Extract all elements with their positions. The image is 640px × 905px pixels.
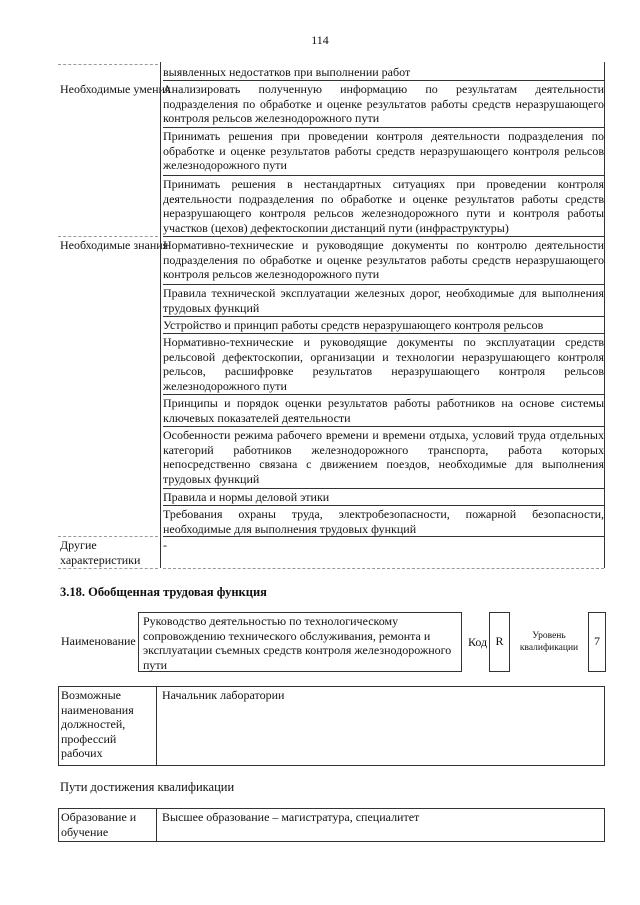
- row-divider: [163, 284, 604, 285]
- knowledge-item-8: Требования охраны труда, электробезопасности, пожарной безопасности, необходимые для выполнения трудовых функций: [163, 507, 604, 536]
- row-divider: [163, 536, 604, 537]
- page-number: 114: [311, 33, 329, 47]
- other-label: Другие характеристики: [60, 538, 141, 567]
- row-divider: [163, 175, 604, 176]
- knowledge-label: Необходимые знания: [60, 238, 169, 252]
- row-divider: [163, 426, 604, 427]
- row-divider: [163, 488, 604, 489]
- column-separator: [156, 686, 157, 766]
- knowledge-item-1: Нормативно-технические и руководящие документы по контролю деятельности подразделения по обработке и оценке результатов работы средств неразрушающего контроля рельсов железнодорожного пути: [163, 238, 604, 282]
- knowledge-item-3: Устройство и принцип работы средств неразрушающего контроля рельсов: [163, 318, 544, 332]
- row-divider-left: [58, 536, 158, 537]
- column-separator: [156, 808, 157, 842]
- row-divider: [163, 80, 604, 81]
- column-separator: [160, 62, 161, 568]
- knowledge-item-5: Принципы и порядок оценки результатов работы работников на основе системы ключевых показателей деятельности: [163, 396, 604, 425]
- table-right-border: [604, 62, 605, 568]
- code-label: Код: [468, 635, 488, 649]
- knowledge-item-7: Правила и нормы деловой этики: [163, 490, 330, 504]
- name-label: Наименование: [61, 634, 136, 648]
- row-divider: [163, 505, 604, 506]
- skills-item-3: Принимать решения в нестандартных ситуациях при проведении контроля деятельности подразделения по обработке и оценке результатов работы средств неразрушающего контроля рельсов железнодорожного пути и контроля работы участков (цехов) дефектоскопии дистанций пути (инфраструктуры): [163, 177, 604, 235]
- row-divider: [163, 127, 604, 128]
- table-bottom-line: [163, 568, 604, 569]
- row-divider: [163, 316, 604, 317]
- positions-value: Начальник лаборатории: [162, 688, 285, 702]
- education-value: Высшее образование – магистратура, специалитет: [162, 810, 420, 824]
- skills-label: Необходимые умения: [60, 82, 171, 96]
- knowledge-item-6: Особенности режима рабочего времени и времени отдыха, условий труда отдельных категорий работников железнодорожного транспорта, работа которых непосредственно связана с движением поездов, необходимые для выполнения трудовых функций: [163, 428, 604, 486]
- qualification-heading: Пути достижения квалификации: [60, 780, 235, 794]
- skills-item-1: Анализировать полученную информацию по результатам деятельности подразделения по обработке и оценке результатов работы средств неразрушающего контроля рельсов железнодорожного пути: [163, 82, 604, 126]
- code-value: R: [495, 634, 504, 648]
- skills-item-2: Принимать решения при проведении контроля деятельности подразделения по обработке и оценке результатов работы средств неразрушающего контроля рельсов железнодорожного пути: [163, 129, 604, 173]
- section-title: 3.18. Обобщенная трудовая функция: [60, 585, 267, 599]
- level-label: Уровень квалификации: [519, 631, 579, 653]
- knowledge-item-4: Нормативно-технические и руководящие документы по эксплуатации средств рельсовой дефектоскопии, организации и технологии неразрушающего контроля рельсов, расшифровке результатов неразрушающего контроля рельсов железнодорожного пути: [163, 335, 604, 393]
- row-divider: [163, 333, 604, 334]
- row-divider-left: [58, 236, 158, 237]
- level-value: 7: [594, 634, 600, 648]
- name-value: Руководство деятельностью по технологическому сопровождению технического обслуживания, ремонта и эксплуатации съемных средств контроля железнодорожного пути: [143, 614, 452, 672]
- table-bottom-line: [58, 568, 158, 569]
- row-divider: [163, 394, 604, 395]
- other-value: -: [163, 538, 167, 552]
- positions-label: Возможные наименования должностей, профессий рабочих: [61, 688, 134, 760]
- knowledge-item-2: Правила технической эксплуатации железных дорог, необходимые для выполнения трудовых функций: [163, 286, 604, 315]
- table-continuation-line: [58, 64, 158, 65]
- skills-carry-over: выявленных недостатков при выполнении работ: [163, 65, 411, 79]
- row-divider: [163, 236, 604, 237]
- education-label: Образование и обучение: [61, 810, 137, 839]
